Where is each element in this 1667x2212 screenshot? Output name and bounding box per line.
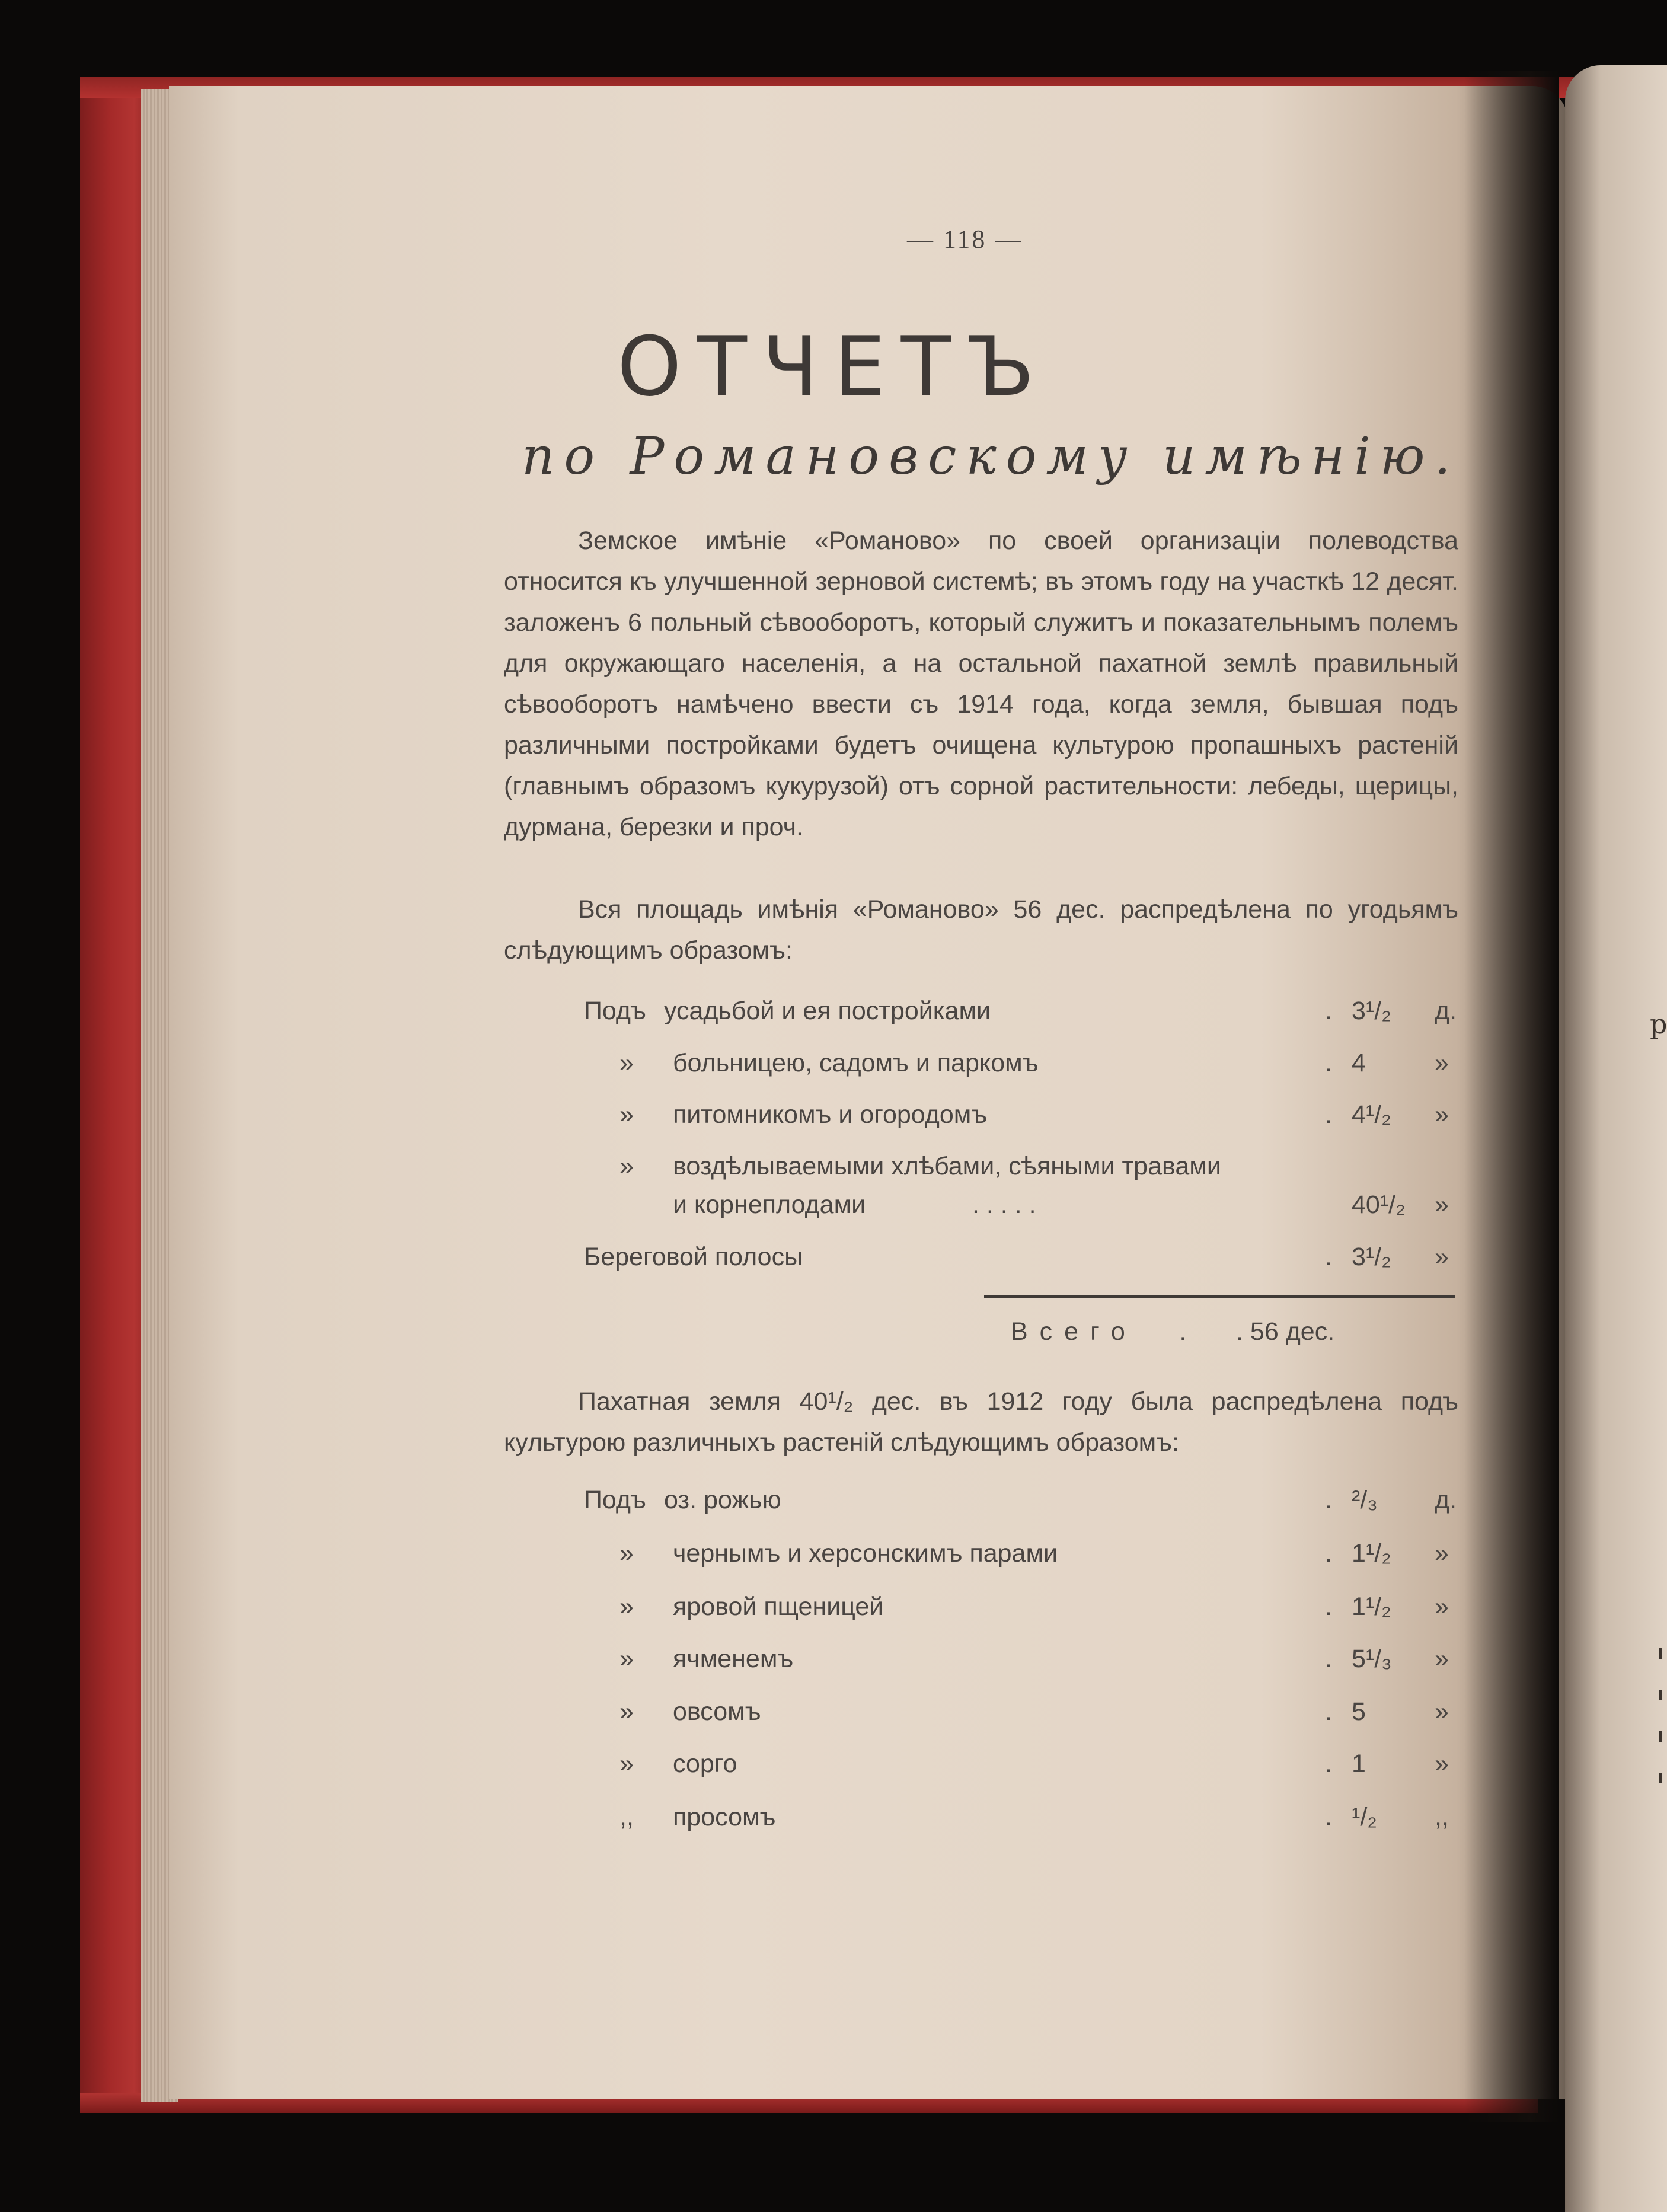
row-value: ²/₃	[1352, 1486, 1378, 1514]
row-label: Береговой полосы	[584, 1243, 803, 1271]
row-prefix: »	[619, 1049, 634, 1077]
table-row	[0, 1097, 1667, 1132]
row-label: питомникомъ и огородомъ	[673, 1100, 988, 1129]
row-label: оз. рожью	[664, 1486, 781, 1514]
row-unit: »	[1435, 1645, 1449, 1673]
table-row	[0, 1694, 1667, 1729]
row-prefix: »	[619, 1592, 634, 1621]
leader-dots: . . . . .	[972, 1190, 1036, 1219]
table-row	[0, 1746, 1667, 1782]
row-label: яровой пщеницей	[673, 1592, 884, 1621]
leader-dots: .	[1325, 1592, 1332, 1621]
leader-dots: .	[1325, 1243, 1332, 1271]
total-rule	[984, 1295, 1455, 1298]
row-value: 3¹/₂	[1352, 997, 1391, 1025]
table-row	[0, 1799, 1667, 1835]
table-row	[0, 1589, 1667, 1624]
leader-dots: .	[1325, 1645, 1332, 1673]
facing-page-letter: р	[1650, 1008, 1667, 1040]
paragraph-text: Вся площадь имѣнія «Романово» 56 дес. распредѣлена по угодьямъ слѣдующимъ образомъ:	[504, 895, 1458, 965]
table-row	[0, 1045, 1667, 1081]
row-prefix: »	[619, 1697, 634, 1726]
paragraph-arable	[504, 1381, 1458, 1463]
row-label: воздѣлываемыми хлѣбами, сѣяными травами	[673, 1152, 1221, 1180]
table-row	[0, 1641, 1667, 1677]
row-prefix: Подъ	[584, 1486, 646, 1514]
leader-dots: .	[1325, 1100, 1332, 1129]
row-prefix: »	[619, 1100, 634, 1129]
row-label: ячменемъ	[673, 1645, 794, 1673]
paragraph-organization	[504, 521, 1458, 848]
page-number: — 118 —	[907, 225, 1023, 254]
report-subheading: по Романовскому имѣнію.	[522, 427, 1460, 486]
leader-dots: .	[1325, 1750, 1332, 1778]
row-value: 1¹/₂	[1352, 1592, 1391, 1621]
row-unit: »	[1435, 1100, 1449, 1129]
row-unit: »	[1435, 1049, 1449, 1077]
row-unit: »	[1435, 1190, 1449, 1219]
table-row	[0, 1482, 1667, 1518]
row-unit: »	[1435, 1539, 1449, 1568]
leader-dots: .	[1325, 997, 1332, 1025]
row-value: 1	[1352, 1750, 1366, 1778]
row-unit: »	[1435, 1243, 1449, 1271]
row-unit: ,,	[1435, 1803, 1449, 1831]
row-unit: д.	[1435, 1486, 1457, 1514]
row-label: овсомъ	[673, 1697, 761, 1726]
row-prefix: »	[619, 1152, 634, 1180]
leader-dots: .	[1325, 1539, 1332, 1568]
row-prefix: Подъ	[584, 997, 646, 1025]
table-row	[0, 993, 1667, 1029]
table-row	[0, 1148, 1667, 1219]
total-label: Всего	[1011, 1317, 1137, 1346]
row-value: 40¹/₂	[1352, 1190, 1406, 1219]
total-dots: . .	[1144, 1317, 1243, 1346]
row-label: больницею, садомъ и паркомъ	[673, 1049, 1039, 1077]
row-label: чернымъ и херсонскимъ парами	[673, 1539, 1058, 1568]
row-label: просомъ	[673, 1803, 776, 1831]
row-value: 5	[1352, 1697, 1366, 1726]
row-value: 4	[1352, 1049, 1366, 1077]
row-unit: »	[1435, 1697, 1449, 1726]
row-value: 1¹/₂	[1352, 1539, 1391, 1568]
leader-dots: .	[1325, 1697, 1332, 1726]
row-value: ¹/₂	[1352, 1803, 1377, 1831]
row-prefix: »	[619, 1539, 634, 1568]
row-label-continued: и корнеплодами	[673, 1190, 866, 1219]
row-prefix: ,,	[619, 1803, 634, 1831]
leader-dots: .	[1325, 1049, 1332, 1077]
row-unit: »	[1435, 1592, 1449, 1621]
row-prefix: »	[619, 1645, 634, 1673]
row-value: 4¹/₂	[1352, 1100, 1391, 1129]
table-row	[0, 1536, 1667, 1571]
total-unit: дес.	[1285, 1317, 1335, 1346]
report-heading: ОТЧЕТЪ	[617, 319, 1050, 414]
total-row	[1011, 1317, 1334, 1346]
row-unit: »	[1435, 1750, 1449, 1778]
leader-dots: .	[1325, 1803, 1332, 1831]
paragraph-area	[504, 889, 1458, 971]
row-unit: д.	[1435, 997, 1457, 1025]
row-value: 3¹/₂	[1352, 1243, 1391, 1271]
table-row	[0, 1239, 1667, 1275]
leader-dots: .	[1325, 1486, 1332, 1514]
paragraph-text: Земское имѣніе «Романово» по своей организаціи полеводства относится къ улучшенной зерновой системѣ; въ этомъ году на участкѣ 12 десят. заложенъ 6 польный сѣвооборотъ, который служитъ и показательнымъ полемъ для окружающаго населенія, а на остальной пахатной землѣ правильный сѣвооборотъ намѣчено ввести съ 1914 года, когда земля, бывшая подъ различными постройками будетъ очищена культурою пропашныхъ растеній (главнымъ образомъ кукурузой) отъ сорной растительности: лебеды, щерицы, дурмана, березки и проч.	[504, 526, 1458, 841]
total-value: 56	[1250, 1317, 1279, 1346]
paragraph-text: Пахатная земля 40¹/₂ дес. въ 1912 году была распредѣлена подъ культурою различныхъ растеній слѣдующимъ образомъ:	[504, 1387, 1458, 1457]
row-prefix: »	[619, 1750, 634, 1778]
row-label: сорго	[673, 1750, 737, 1778]
row-value: 5¹/₃	[1352, 1645, 1392, 1673]
row-label: усадьбой и ея постройками	[664, 997, 991, 1025]
